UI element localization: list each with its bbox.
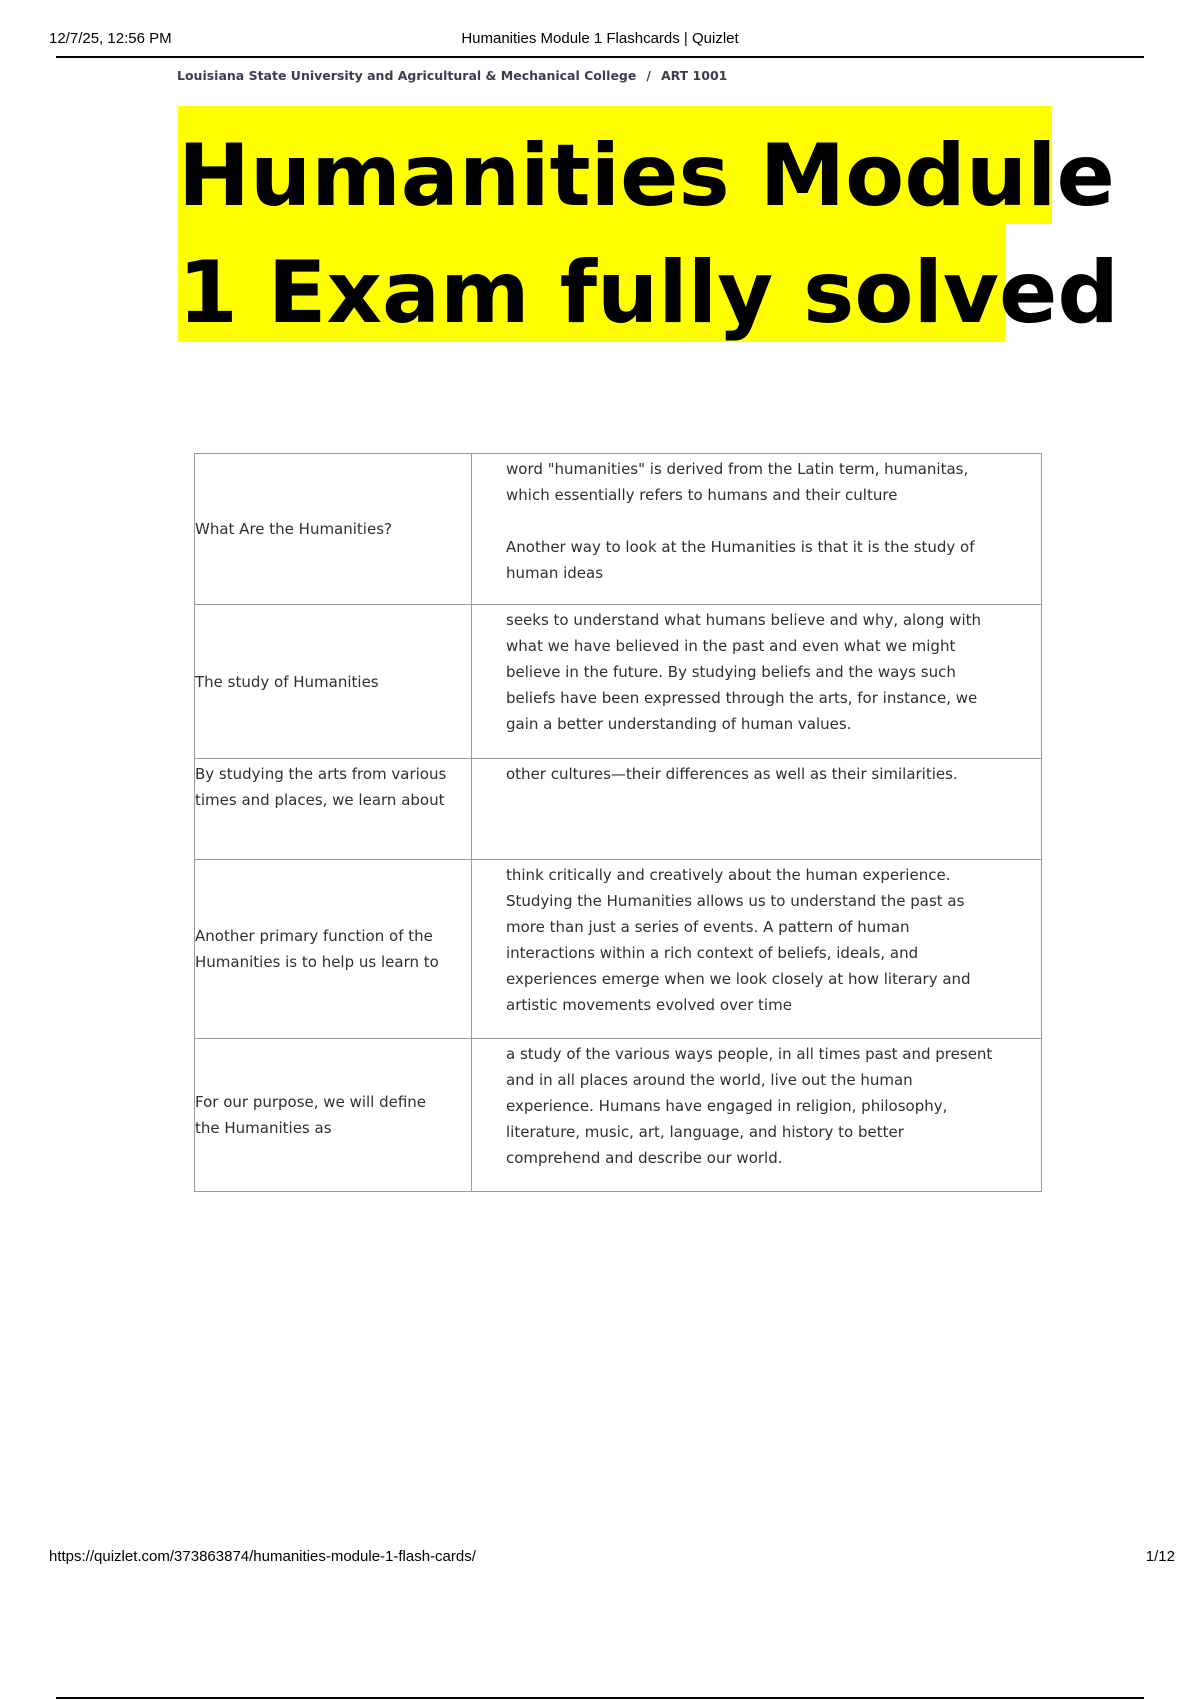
title-line-1: Humanities Module [178,126,1115,226]
page-number: 1/12 [1145,1548,1175,1565]
table-row [195,454,1042,605]
card-term: By studying the arts from various times and places, we learn about [195,759,472,860]
card-definition: seeks to understand what humans believe and why, along with what we have believed in the past and even what we might believe in the future. By studying beliefs and the ways such beliefs have been expressed through the arts, for instance, we gain a better understanding of human values. [472,605,1042,759]
page-url-link[interactable]: https://quizlet.com/373863874/humanities-module-1-flash-cards/ [49,1548,476,1565]
card-term: What Are the Humanities? [195,454,472,605]
card-definition: think critically and creatively about the human experience. Studying the Humanities allows us to understand the past as more than just a series of events. A pattern of human interactions within a rich context of beliefs, ideals, and experiences emerge when we look closely at how literary and artistic movements evolved over time [472,860,1042,1039]
bottom-divider [56,1697,1144,1699]
document-title [178,118,1119,352]
print-page-title: Humanities Module 1 Flashcards | Quizlet [461,30,739,47]
table-row [195,605,1042,759]
table-row [195,1039,1042,1192]
breadcrumb [177,68,727,83]
card-term: Another primary function of the Humanities is to help us learn to [195,860,472,1039]
definition-paragraph: Another way to look at the Humanities is that it is the study of human ideas [506,538,975,582]
flashcard-table [194,453,1042,1192]
card-definition: other cultures—their differences as well as their similarities. [472,759,1042,860]
breadcrumb-separator: / [646,68,651,83]
breadcrumb-course-link[interactable]: ART 1001 [660,68,728,83]
print-datetime: 12/7/25, 12:56 PM [49,30,172,47]
definition-paragraph: word "humanities" is derived from the Latin term, humanitas, which essentially refers to humans and their culture [506,460,969,504]
table-row [195,860,1042,1039]
print-header [0,0,1200,60]
card-definition [472,454,1042,605]
card-term: The study of Humanities [195,605,472,759]
table-row [195,759,1042,860]
title-line-2: 1 Exam fully solved [178,243,1119,343]
card-definition: a study of the various ways people, in all times past and present and in all places around the world, live out the human experience. Humans have engaged in religion, philosophy, literature, music, art, language, and history to better comprehend and describe our world. [472,1039,1042,1192]
breadcrumb-school-link[interactable]: Louisiana State University and Agricultural & Mechanical College [177,68,637,83]
header-divider [56,56,1144,58]
card-term: For our purpose, we will define the Humanities as [195,1039,472,1192]
